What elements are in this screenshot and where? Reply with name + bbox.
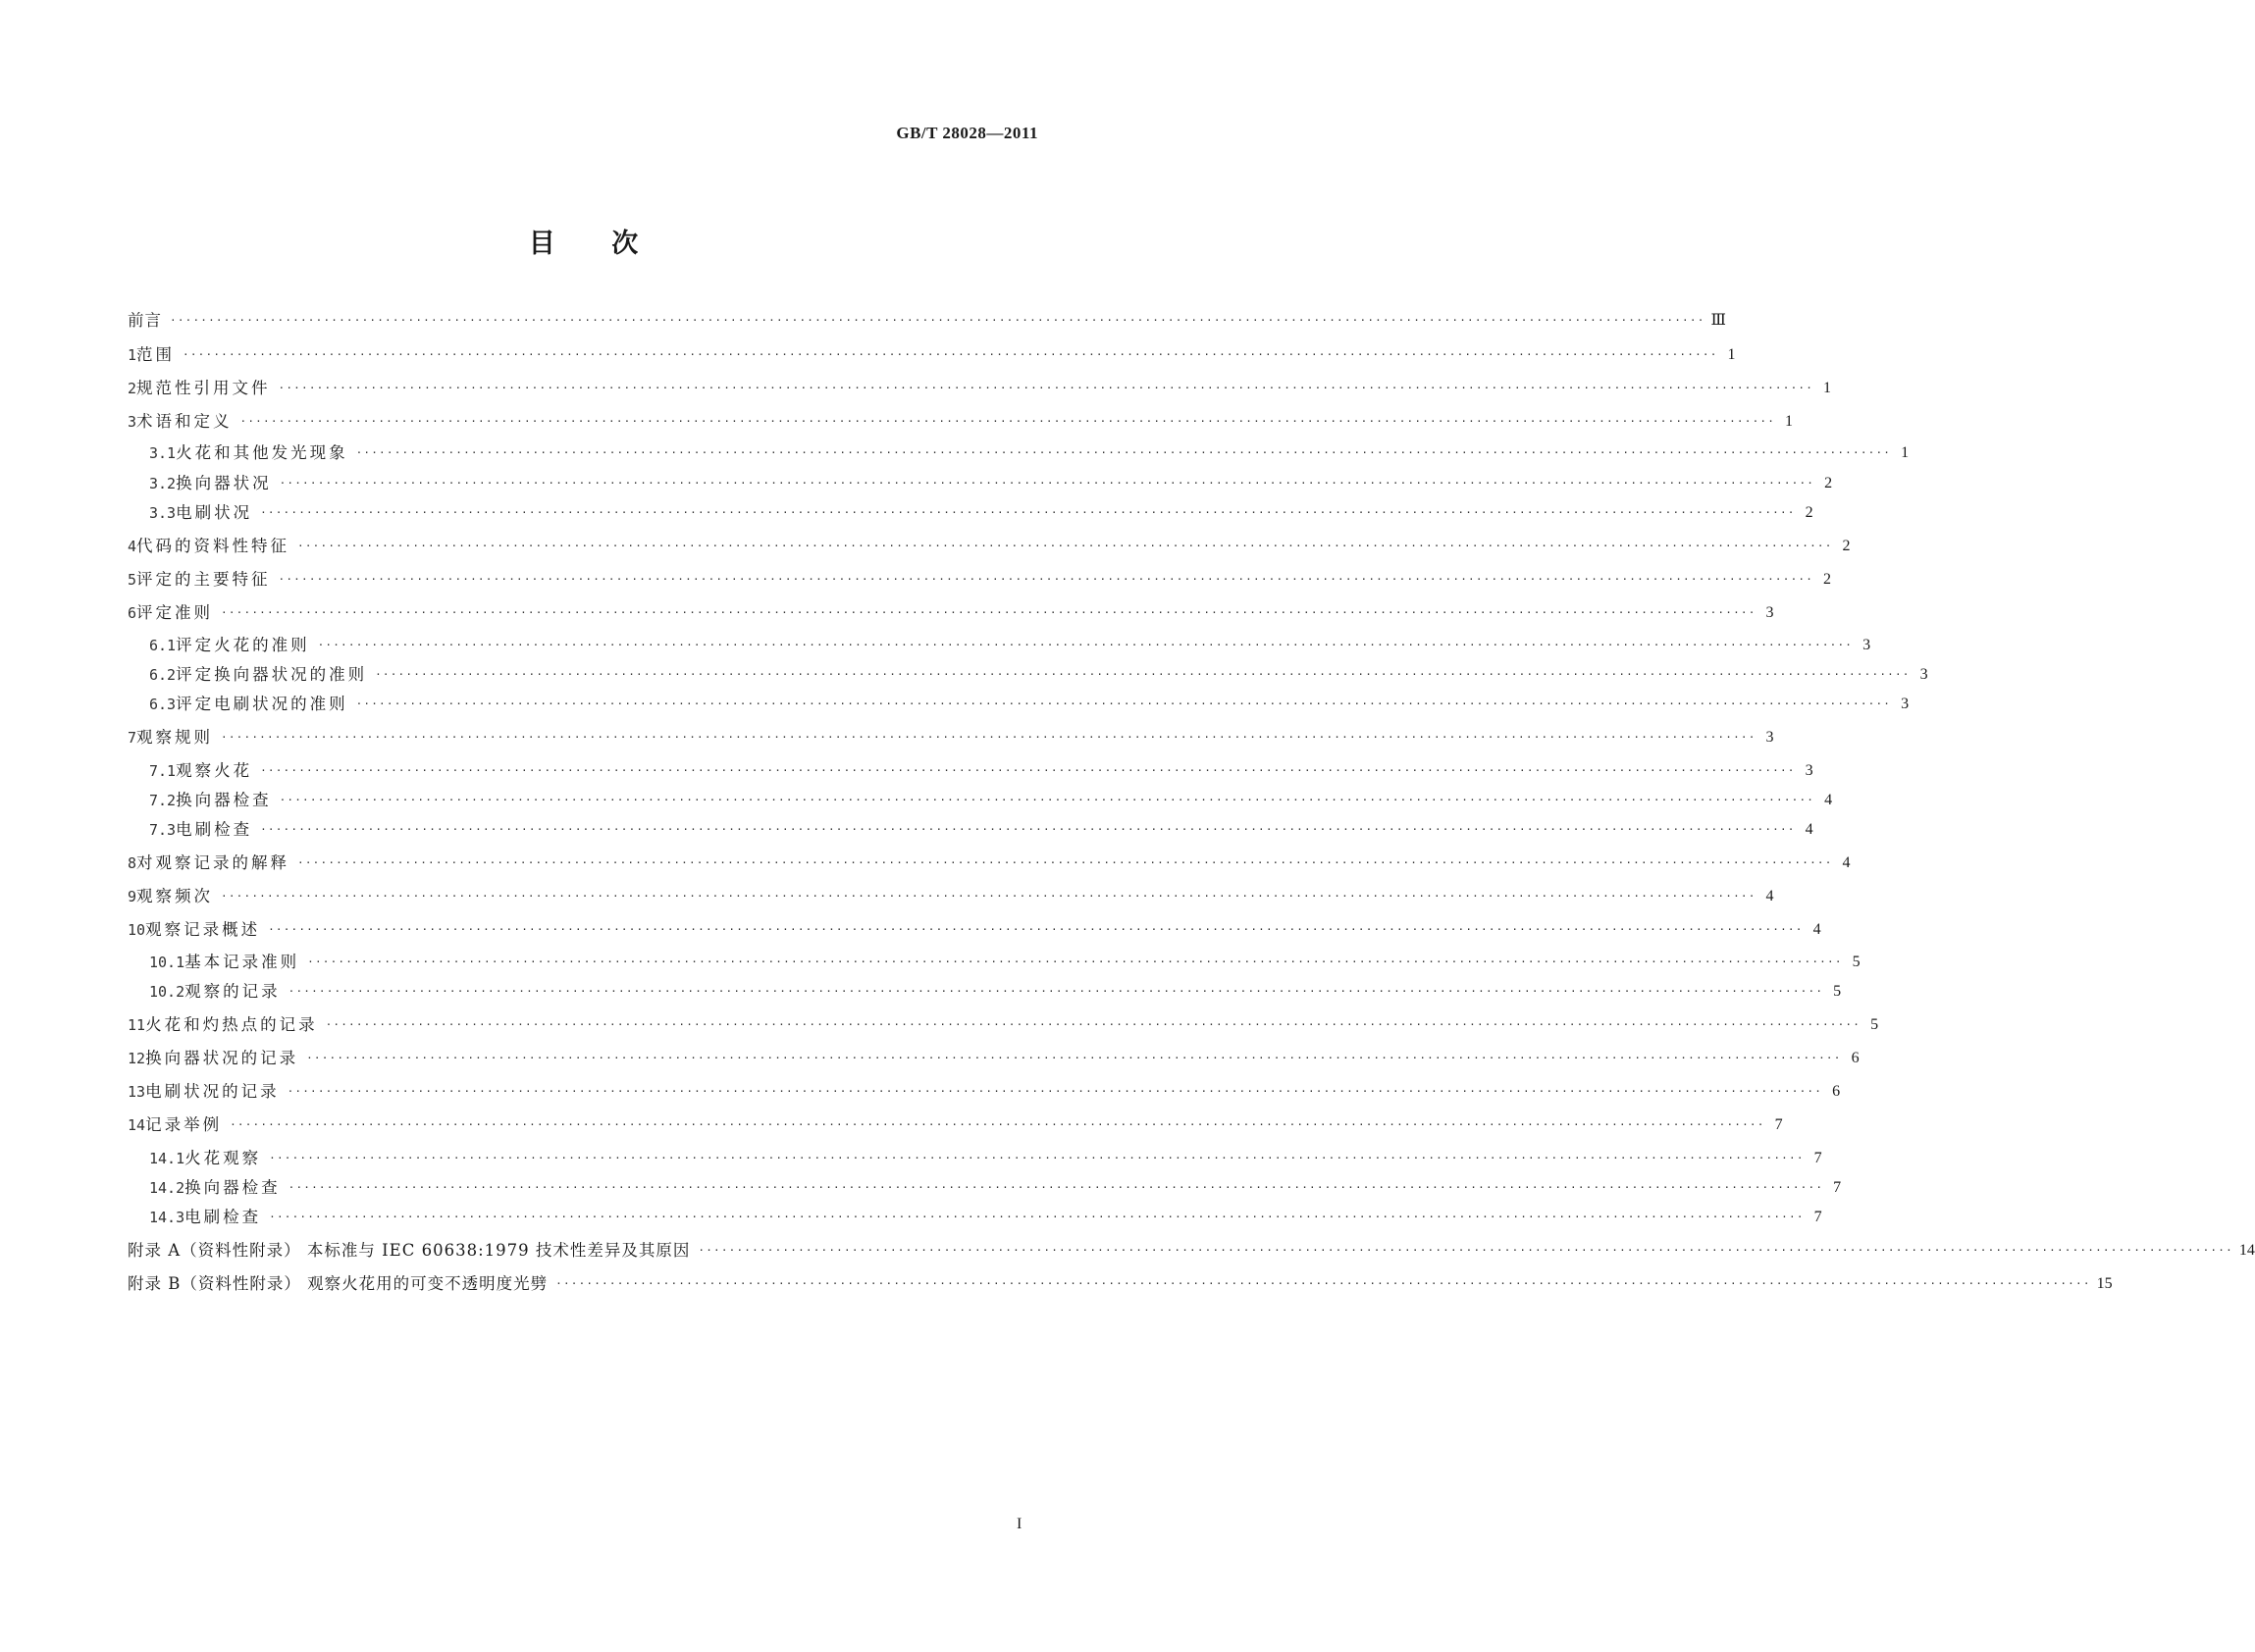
- toc-entry-number: 10: [128, 921, 146, 939]
- toc-entry-number: 7: [128, 729, 137, 747]
- toc-leader-dots: ········································································································································································································: [317, 639, 1854, 651]
- toc-entry-label: 规范性引用文件: [136, 379, 271, 397]
- toc-entry[interactable]: [128, 472, 1833, 495]
- toc-entry[interactable]: [128, 410, 1794, 434]
- toc-leader-dots: ········································································································································································································: [306, 1052, 1842, 1064]
- toc-entry-number: 14.3: [149, 1209, 185, 1226]
- toc-entry-page: 2: [1824, 475, 1833, 491]
- toc-entry[interactable]: [128, 1147, 1822, 1170]
- toc-leader-dots: ········································································································································································································: [268, 923, 1804, 936]
- toc-entry-label: 附录 B（资料性附录） 观察火花用的可变不透明度光劈: [128, 1274, 549, 1293]
- toc-entry-label: 评定准则: [136, 603, 214, 622]
- toc-entry-number: 7.3: [149, 821, 177, 839]
- toc-entry-page: 3: [1862, 637, 1871, 653]
- toc-entry[interactable]: [128, 951, 1861, 974]
- toc-entry-label: 电刷检查: [176, 820, 253, 839]
- toc-leader-dots: ········································································································································································································: [555, 1277, 2091, 1290]
- toc-entry-number: 10.2: [149, 983, 185, 1001]
- toc-entry-page: 4: [1842, 854, 1851, 871]
- document-code: GB/T 28028—2011: [896, 124, 1038, 142]
- toc-leader-dots: ········································································································································································································: [183, 348, 1718, 361]
- toc-entry-page: 1: [1823, 380, 1832, 396]
- toc-entry[interactable]: [128, 568, 1832, 592]
- toc-entry-label: 观察频次: [136, 887, 214, 905]
- toc-leader-dots: ········································································································································································································: [278, 382, 1814, 394]
- toc-leader-dots: ········································································································································································································: [260, 506, 1796, 519]
- toc-entry[interactable]: [128, 852, 1851, 875]
- toc-entry-number: 11: [128, 1016, 146, 1034]
- toc-entry-page: Ⅲ: [1710, 312, 1726, 329]
- toc-entry-label: 观察火花: [176, 761, 253, 780]
- toc-entry[interactable]: [128, 1272, 2113, 1296]
- toc-leader-dots: ········································································································································································································: [698, 1244, 2233, 1257]
- toc-entry-number: 9: [128, 888, 137, 905]
- toc-entry-label: 换向器状况: [176, 474, 272, 492]
- toc-entry-number: 12: [128, 1050, 146, 1067]
- toc-entry-page: 7: [1813, 1209, 1822, 1225]
- toc-entry-label: 火花观察: [184, 1149, 262, 1167]
- toc-leader-dots: ········································································································································································································: [239, 415, 1776, 428]
- toc-leader-dots: ········································································································································································································: [260, 764, 1796, 777]
- toc-entry[interactable]: [128, 1080, 1841, 1104]
- toc-entry-label: 前言: [128, 311, 162, 330]
- toc-leader-dots: ········································································································································································································: [288, 1181, 1824, 1194]
- toc-entry-label: 术语和定义: [136, 412, 233, 431]
- page-number: I: [1017, 1516, 1023, 1532]
- toc-entry-label: 范围: [136, 345, 176, 364]
- toc-leader-dots: ········································································································································································································: [221, 606, 1757, 619]
- toc-entry[interactable]: [128, 918, 1821, 942]
- toc-leader-dots: ········································································································································································································: [260, 823, 1796, 836]
- toc-entry[interactable]: [128, 441, 1910, 465]
- toc-entry-label: 基本记录准则: [184, 953, 300, 971]
- toc-entry-page: 4: [1812, 921, 1821, 938]
- toc-entry[interactable]: [128, 818, 1813, 842]
- toc-entry-page: 5: [1833, 983, 1842, 1000]
- toc-entry-page: 3: [1805, 762, 1813, 779]
- toc-entry-page: 6: [1832, 1083, 1841, 1100]
- toc-leader-dots: ········································································································································································································: [297, 540, 1833, 552]
- toc-entry[interactable]: [128, 1013, 1879, 1037]
- toc-leader-dots: ········································································································································································································: [355, 697, 1892, 710]
- toc-entry-number: 7.2: [149, 792, 177, 809]
- toc-entry-number: 2: [128, 380, 137, 397]
- toc-entry-label: 代码的资料性特征: [136, 537, 290, 555]
- toc-entry-label: 记录举例: [145, 1115, 223, 1134]
- toc-entry-page: 1: [1727, 346, 1736, 363]
- toc-leader-dots: ········································································································································································································: [278, 573, 1814, 586]
- toc-entry[interactable]: [128, 980, 1842, 1004]
- toc-entry[interactable]: [128, 1113, 1783, 1137]
- toc-title: 目 次: [528, 229, 641, 259]
- toc-leader-dots: ········································································································································································································: [297, 856, 1833, 869]
- toc-entry-page: 1: [1901, 444, 1910, 461]
- toc-entry-number: 6: [128, 604, 137, 622]
- toc-entry-label: 火花和其他发光现象: [176, 443, 348, 462]
- toc-entry-label: 电刷检查: [184, 1208, 262, 1226]
- toc-entry-page: 7: [1774, 1116, 1783, 1133]
- toc-entry-label: 观察规则: [136, 728, 214, 747]
- toc-entry-page: 3: [1765, 729, 1774, 746]
- toc-entry-page: 3: [1901, 696, 1910, 712]
- toc-entry[interactable]: [128, 1047, 1860, 1070]
- toc-leader-dots: ········································································································································································································: [288, 985, 1824, 998]
- toc-entry-number: 5: [128, 571, 137, 589]
- toc-entry[interactable]: [128, 377, 1832, 400]
- toc-entry-label: 附录 A（资料性附录） 本标准与 IEC 60638:1979 技术性差异及其原因: [128, 1241, 691, 1260]
- toc-entry[interactable]: [128, 343, 1736, 367]
- toc-entry-number: 14: [128, 1116, 146, 1134]
- toc-leader-dots: ········································································································································································································: [269, 1152, 1805, 1164]
- toc-entry-number: 6.1: [149, 637, 177, 654]
- toc-leader-dots: ········································································································································································································: [269, 1211, 1805, 1223]
- toc-leader-dots: ········································································································································································································: [230, 1118, 1765, 1131]
- toc-entry-label: 评定火花的准则: [176, 636, 310, 654]
- toc-entry-page: 3: [1765, 604, 1774, 621]
- toc-entry[interactable]: [128, 309, 1726, 333]
- toc-entry-page: 5: [1870, 1016, 1879, 1033]
- toc-entry-page: 3: [1919, 666, 1928, 683]
- toc-entry[interactable]: [128, 663, 1928, 687]
- toc-entry-number: 3.2: [149, 475, 177, 492]
- toc-entry-label: 火花和灼热点的记录: [145, 1015, 318, 1034]
- toc-entry-label: 换向器检查: [176, 791, 272, 809]
- toc-entry-page: 5: [1852, 954, 1861, 970]
- toc-entry-number: 4: [128, 538, 137, 555]
- toc-leader-dots: ········································································································································································································: [221, 890, 1757, 903]
- toc-entry-number: 13: [128, 1083, 146, 1101]
- toc-entry-number: 14.2: [149, 1179, 185, 1197]
- toc-entry[interactable]: [128, 693, 1910, 716]
- toc-leader-dots: ········································································································································································································: [287, 1085, 1823, 1098]
- toc-entry-number: 7.1: [149, 762, 177, 780]
- toc-entry[interactable]: [128, 634, 1871, 657]
- toc-entry-page: 2: [1823, 571, 1832, 588]
- toc-entry[interactable]: [128, 759, 1813, 783]
- toc-leader-dots: ········································································································································································································: [375, 668, 1911, 681]
- toc-entry-page: 7: [1833, 1179, 1842, 1196]
- toc-entry-page: 15: [2096, 1275, 2113, 1292]
- toc-entry-label: 评定的主要特征: [136, 570, 271, 589]
- toc-entry-page: 2: [1805, 504, 1813, 521]
- toc-entry-page: 7: [1813, 1150, 1822, 1166]
- toc-entry-label: 观察的记录: [184, 982, 281, 1001]
- toc-entry-number: 10.1: [149, 954, 185, 971]
- toc-entry-number: 6.3: [149, 696, 177, 713]
- toc-entry[interactable]: [128, 1206, 1822, 1229]
- toc-leader-dots: ········································································································································································································: [325, 1018, 1862, 1031]
- toc-leader-dots: ········································································································································································································: [279, 477, 1815, 490]
- toc-entry[interactable]: [128, 535, 1851, 558]
- toc-entry[interactable]: [128, 726, 1774, 749]
- toc-entry-label: 评定电刷状况的准则: [176, 695, 348, 713]
- toc-entry-label: 换向器状况的记录: [145, 1049, 299, 1067]
- toc-entry-label: 电刷状况的记录: [145, 1082, 280, 1101]
- toc-entry-number: 14.1: [149, 1150, 185, 1167]
- toc-entry-page: 2: [1842, 538, 1851, 554]
- toc-leader-dots: ········································································································································································································: [355, 446, 1892, 459]
- toc-entry[interactable]: [128, 501, 1813, 525]
- toc-entry-number: 6.2: [149, 666, 177, 684]
- toc-entry-number: 3: [128, 413, 137, 431]
- toc-entry-page: 14: [2238, 1242, 2255, 1259]
- toc-entry-number: 1: [128, 346, 137, 364]
- toc-entry[interactable]: [128, 1176, 1842, 1200]
- toc-entry-label: 对观察记录的解释: [136, 853, 290, 872]
- toc-entry-label: 换向器检查: [184, 1178, 281, 1197]
- toc-entry-page: 4: [1824, 792, 1833, 808]
- toc-entry-number: 8: [128, 854, 137, 872]
- toc-entry-page: 4: [1765, 888, 1774, 904]
- toc-leader-dots: ········································································································································································································: [279, 794, 1815, 806]
- toc-entry-page: 6: [1851, 1050, 1860, 1066]
- toc-entry-page: 4: [1805, 821, 1813, 838]
- toc-entry[interactable]: [128, 1239, 2255, 1263]
- toc-entry[interactable]: [128, 885, 1774, 908]
- toc-entry-page: 1: [1785, 413, 1794, 430]
- toc-entry-number: 3.1: [149, 444, 177, 462]
- toc-entry-number: 3.3: [149, 504, 177, 522]
- toc-entry-label: 观察记录概述: [145, 920, 261, 939]
- toc-leader-dots: ········································································································································································································: [307, 955, 1843, 968]
- toc-entry-label: 电刷状况: [176, 503, 253, 522]
- toc-entry[interactable]: [128, 789, 1833, 812]
- toc-entry-label: 评定换向器状况的准则: [176, 665, 368, 684]
- toc-leader-dots: ········································································································································································································: [221, 731, 1757, 744]
- toc-entry[interactable]: [128, 601, 1774, 625]
- toc-leader-dots: ········································································································································································································: [170, 314, 1705, 327]
